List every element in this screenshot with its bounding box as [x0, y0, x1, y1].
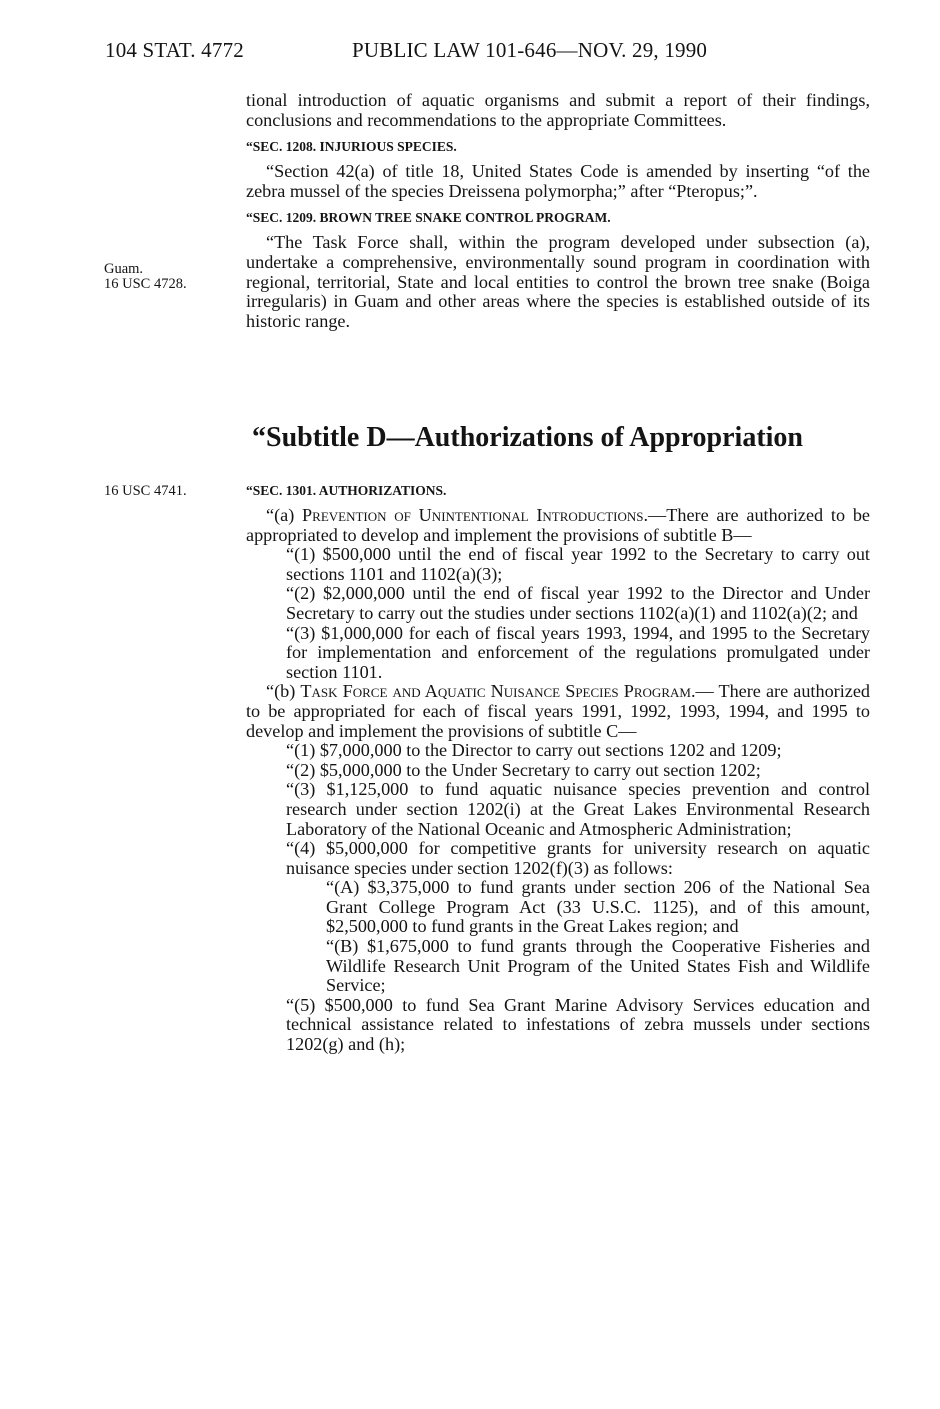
subsection-a-lead: “(a) — [266, 505, 303, 525]
paragraph-b4: “(4) $5,000,000 for competitive grants for university research on aquatic nuisance species under section 1202(f)(3) as follows: — [286, 838, 870, 878]
paragraph-a3: “(3) $1,000,000 for each of fiscal years 1993, 1994, and 1995 to the Secretary for implementation and enforcement of the regulations promulgated under section 1101. — [286, 622, 870, 682]
margin-note-guam-line2: 16 USC 4728. — [104, 276, 187, 292]
subsection-b — [246, 682, 870, 741]
paragraph-b3: “(3) $1,125,000 to fund aquatic nuisance species prevention and control research under section 1202(i) at the Great Lakes Environmental Research Laboratory of the National Oceanic and Atmospheric Administration; — [286, 779, 870, 839]
top-section — [246, 91, 870, 331]
paragraph-a2: “(2) $2,000,000 until the end of fiscal year 1992 to the Director and Under Secretary to carry out the studies under sections 1102(a)(1) and 1102(a)(2; and — [286, 583, 870, 623]
running-header: PUBLIC LAW 101-646—NOV. 29, 1990 — [352, 38, 708, 62]
paragraph-b1: “(1) $7,000,000 to the Director to carry out sections 1202 and 1209; — [286, 740, 782, 761]
subsection-b-caption: Task Force and Aquatic Nuisance Species Program. — [300, 681, 696, 702]
continued-paragraph: tional introduction of aquatic organisms and submit a report of their findings, conclusions and recommendations to the appropriate Committees. — [246, 90, 870, 130]
paragraph-b2: “(2) $5,000,000 to the Under Secretary to carry out section 1202; — [286, 759, 761, 780]
margin-note-usc-4741: 16 USC 4741. — [104, 483, 187, 499]
section-1208-heading: “SEC. 1208. INJURIOUS SPECIES. — [246, 139, 457, 155]
paragraph-b5: “(5) $500,000 to fund Sea Grant Marine Advisory Services education and technical assistance related to infestations of zebra mussels under sections 1202(g) and (h); — [286, 994, 870, 1055]
subsection-a — [246, 506, 870, 545]
section-1209-heading: “SEC. 1209. BROWN TREE SNAKE CONTROL PROGRAM. — [246, 210, 611, 226]
subsection-a-text: —There are authorized to be appropriated to develop and implement the provisions of subtitle B— — [246, 505, 870, 545]
section-1301-heading: “SEC. 1301. AUTHORIZATIONS. — [246, 483, 447, 498]
subparagraph-b4a: “(A) $3,375,000 to fund grants under section 206 of the National Sea Grant College Program Act (33 U.S.C. 1125), and of this amount, $2,500,000 to fund grants in the Great Lakes region; and — [326, 877, 870, 937]
subsection-b-lead: “(b) — [266, 681, 301, 702]
margin-note-guam — [104, 262, 187, 292]
section-1301 — [246, 482, 870, 1055]
paragraph-a1: “(1) $500,000 until the end of fiscal year 1992 to the Secretary to carry out sections 1101 and 1102(a)(3); — [286, 544, 870, 584]
subsection-b-text: — There are authorized to be appropriated for each of fiscal years 1991, 1992, 1993, 1994, and 1995 to develop and implement the provisions of subtitle C— — [246, 681, 871, 741]
subtitle-heading: “Subtitle D—Authorizations of Appropriation — [252, 422, 803, 453]
section-1208-text: “Section 42(a) of title 18, United States Code is amended by inserting “of the zebra mussel of the species Dreissena polymorpha;” after “Pteropus;”. — [246, 161, 870, 201]
subparagraph-b4b: “(B) $1,675,000 to fund grants through the Cooperative Fisheries and Wildlife Research Unit Program of the United States Fish and Wildlife Service; — [326, 936, 870, 996]
margin-note-guam-line1: Guam. — [104, 261, 144, 277]
statute-page-number: 104 STAT. 4772 — [105, 38, 244, 62]
subsection-a-caption: Prevention of Unintentional Introductions. — [302, 505, 649, 525]
section-1209-text: “The Task Force shall, within the program developed under subsection (a), undertake a comprehensive, environmentally sound program in coordination with regional, territorial, State and local entities to control the brown tree snake (Boiga irregularis) in Guam and other areas where the species is established outside of its historic range. — [246, 232, 870, 331]
